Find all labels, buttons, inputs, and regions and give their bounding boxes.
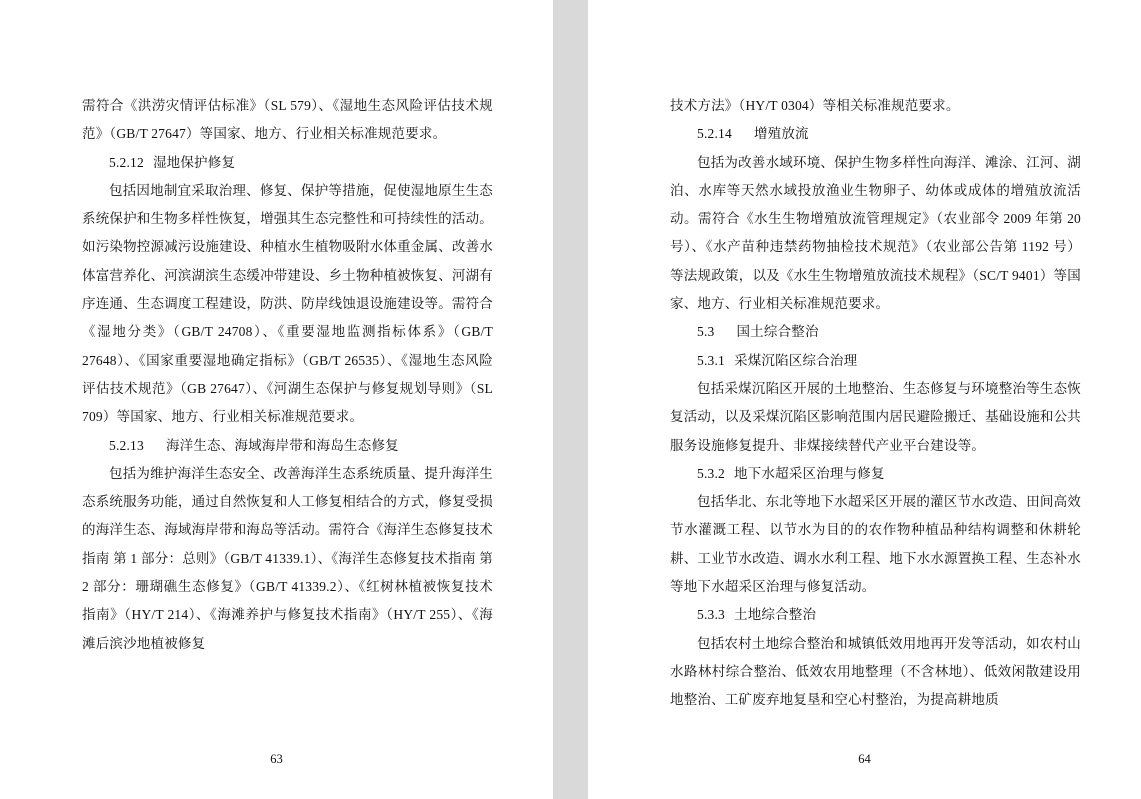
paragraph: 包括采煤沉陷区开展的土地整治、生态修复与环境整治等生态恢复活动，以及采煤沉陷区影响范围内居民避险搬迁、基础设施和公共服务设施修复提升、非煤接续替代产业平台建设等。: [670, 380, 1081, 453]
paragraph: 包括华北、东北等地下水超采区开展的灌区节水改造、田间高效节水灌溉工程、以节水为目的的农作物种植品种结构调整和休耕轮耕、工业节水改造、调水水利工程、地下水水源置换工程、生态补水等地下水超采区治理与修复活动。: [670, 494, 1081, 595]
section-number: 5.3.3: [697, 607, 725, 623]
paragraph: 包括因地制宜采取治理、修复、保护等措施，促使湿地原生生态系统保护和生物多样性恢复，增强其生态完整性和可持续性的活动。如污染物控源减污设施建设、种植水生植物吸附水体重金属、改善水体富营养化、河滨湖滨生态缓冲带建设、乡土物种植被恢复、河湖有序连通、生态调度工程建设，防洪、防岸线蚀退设施建设等。需符合《湿地分类》（GB/T 24708）、《重要湿地监测指标体系》（GB/T 27648）、《国家重要湿地确定指标》（GB/T 26535）、《湿地生态风险评估技术规范》（GB 27647）、《河湖生态保护与修复规划导则》（SL 709）等国家、地方、行业相关标准规范要求。: [82, 182, 493, 425]
section-heading: [670, 347, 1081, 375]
section-number: 5.2.13: [109, 437, 144, 453]
section-heading: [670, 460, 1081, 488]
section-title: 增殖放流: [753, 126, 809, 142]
page-number: 64: [858, 752, 871, 766]
paragraph: 包括农村土地综合整治和城镇低效用地再开发等活动，如农村山水路林村综合整治、低效农用地整理（不含林地）、低效闲散建设用地整治、工矿废弃地复垦和空心村整治，为提高耕地质: [670, 635, 1081, 708]
section-title: 国土综合整治: [736, 324, 819, 340]
section-title: 采煤沉陷区综合治理: [734, 352, 858, 368]
document-page-left: [0, 0, 553, 799]
paragraph: 技术方法》（HY/T 0304）等相关标准规范要求。: [670, 98, 960, 113]
section-title: 地下水超采区治理与修复: [734, 465, 885, 481]
document-page-right: [588, 0, 1141, 799]
section-heading: [82, 149, 493, 177]
section-heading: [670, 601, 1081, 629]
section-heading: [82, 432, 493, 460]
section-number: 5.3.2: [697, 465, 725, 481]
section-heading: [670, 120, 1081, 148]
section-number: 5.2.14: [697, 126, 732, 142]
paragraph: 需符合《洪涝灾情评估标准》（SL 579）、《湿地生态风险评估技术规范》（GB/T 27647）等国家、地方、行业相关标准规范要求。: [82, 98, 493, 142]
section-number: 5.3.1: [697, 352, 725, 368]
section-title: 湿地保护修复: [152, 154, 236, 170]
page-content-left: [82, 92, 493, 739]
paragraph: 包括为维护海洋生态安全、改善海洋生态系统质量、提升海洋生态系统服务功能，通过自然恢复和人工修复相结合的方式，修复受损的海洋生态、海域海岸带和海岛等活动。需符合《海洋生态修复技术指南 第 1 部分：总则》（GB/T 41339.1）、《海洋生态修复技术指南 第 2 部分：珊瑚礁生态修复》（GB/T 41339.2）、《红树林植被恢复技术指南》（HY/T 214）、《海滩养护与修复技术指南》（HY/T 255）、《海滩后滨沙地植被修复: [82, 465, 493, 651]
section-title: 海洋生态、海域海岸带和海岛生态修复: [165, 437, 399, 453]
section-number: 5.2.12: [109, 154, 144, 170]
page-number: 63: [270, 752, 283, 766]
section-number: 5.3: [697, 324, 715, 340]
page-content-right: [670, 92, 1081, 739]
section-title: 土地综合整治: [734, 607, 817, 623]
paragraph: 包括为改善水域环境、保护生物多样性向海洋、滩涂、江河、湖泊、水库等天然水域投放渔业生物卵子、幼体或成体的增殖放流活动。需符合《水生生物增殖放流管理规定》（农业部令 2009 年第 20 号）、《水产苗种违禁药物抽检技术规范》（农业部公告第 1192 号）等法规政策，以及《水生生物增殖放流技术规程》（SC/T 9401）等国家、地方、行业相关标准规范要求。: [670, 154, 1081, 312]
section-heading: [670, 318, 1081, 346]
